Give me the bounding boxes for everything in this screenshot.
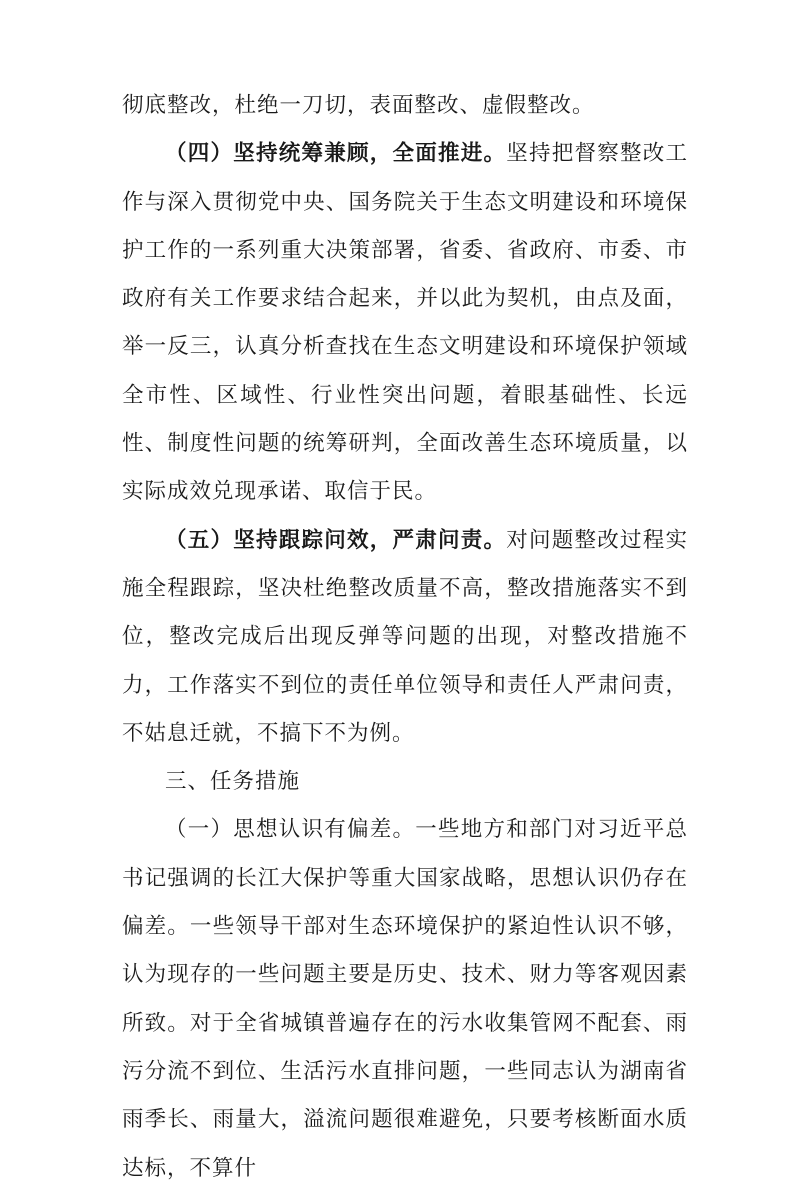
paragraph-principle-four xyxy=(122,130,688,516)
principle-five-text: 对问题整改过程实施全程跟踪，坚决杜绝整改质量不高，整改措施落实不到位，整改完成后出现反弹等问题的出现，对整改措施不力，工作落实不到位的责任单位领导和责任人严肃问责，不姑息迁就，不搞下不为例。 xyxy=(122,527,688,746)
task-one-text: （一）思想认识有偏差。一些地方和部门对习近平总书记强调的长江大保护等重大国家战略，思想认识仍存在偏差。一些领导干部对生态环境保护的紧迫性认识不够，认为现存的一些问题主要是历史、技术、财力等客观因素所致。对于全省城镇普遍存在的污水收集管网不配套、雨污分流不到位、生活污水直排问题，一些同志认为湖南省雨季长、雨量大，溢流问题很难避免，只要考核断面水质达标，不算什 xyxy=(122,817,688,1181)
paragraph-task-one xyxy=(122,806,688,1192)
principle-four-text: 坚持把督察整改工作与深入贯彻党中央、国务院关于生态文明建设和环境保护工作的一系列重大决策部署，省委、省政府、市委、市政府有关工作要求结合起来，并以此为契机，由点及面，举一反三，认真分析查找在生态文明建设和环境保护领域全市性、区域性、行业性突出问题，着眼基础性、长远性、制度性问题的统筹研判，全面改善生态环境质量，以实际成效兑现承诺、取信于民。 xyxy=(122,141,688,505)
document-body xyxy=(122,82,688,1193)
paragraph-continuation xyxy=(122,82,688,130)
principle-five-heading: （五）坚持跟踪问效，严肃问责。 xyxy=(165,527,507,553)
paragraph-text: 彻底整改，杜绝一刀切，表面整改、虚假整改。 xyxy=(122,93,595,118)
paragraph-principle-five xyxy=(122,517,688,758)
principle-four-heading: （四）坚持统筹兼顾，全面推进。 xyxy=(165,141,507,167)
section-title: 三、任务措施 xyxy=(165,769,301,795)
